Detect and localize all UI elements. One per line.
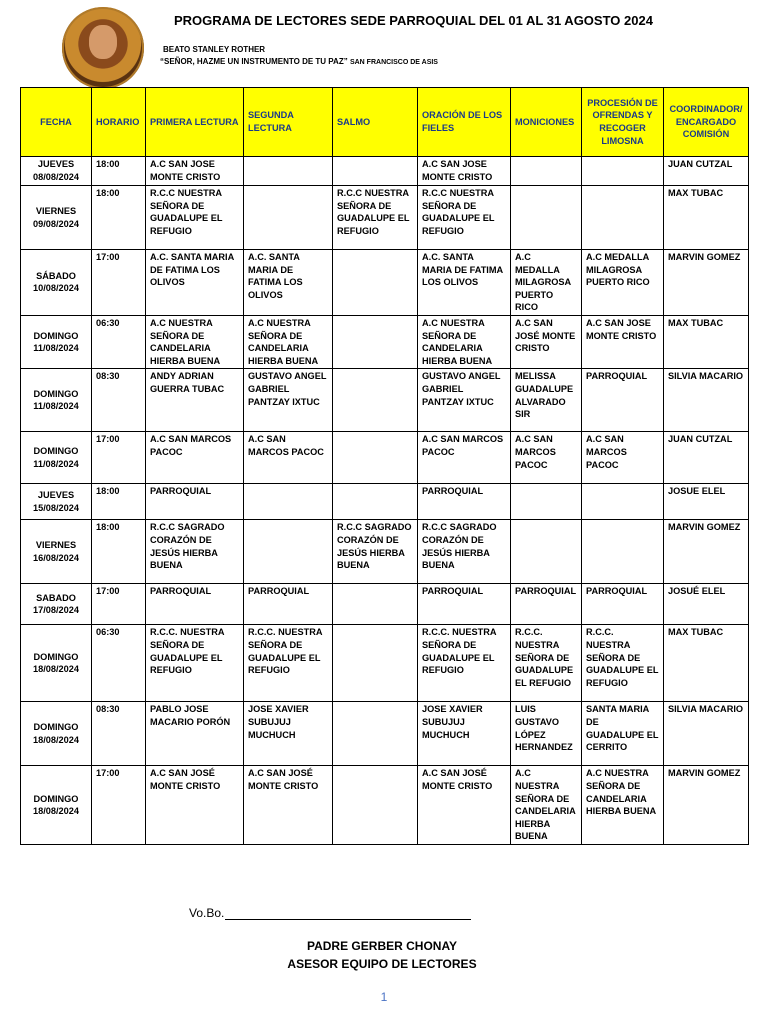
cell-oracion: A.C. SANTA MARIA DE FATIMA LOS OLIVOS xyxy=(418,250,511,316)
cell-horario: 17:00 xyxy=(92,584,146,625)
cell-horario: 18:00 xyxy=(92,520,146,584)
cell-procesion: A.C MEDALLA MILAGROSA PUERTO RICO xyxy=(582,250,664,316)
cell-coordinador: JOSUE ELEL xyxy=(664,484,749,520)
cell-primera: PARROQUIAL xyxy=(146,584,244,625)
cell-salmo xyxy=(333,766,418,845)
cell-primera: A.C SAN JOSE MONTE CRISTO xyxy=(146,157,244,186)
cell-segunda xyxy=(244,484,333,520)
cell-horario: 08:30 xyxy=(92,702,146,766)
cell-coordinador: JOSUÉ ELEL xyxy=(664,584,749,625)
cell-salmo xyxy=(333,625,418,702)
cell-procesion: R.C.C. NUESTRA SEÑORA DE GUADALUPE EL REFUGIO xyxy=(582,625,664,702)
signer-name-text: PADRE GERBER CHONAY xyxy=(306,939,458,953)
cell-oracion: JOSE XAVIER SUBUJUJ MUCHUCH xyxy=(418,702,511,766)
cell-segunda: GUSTAVO ANGEL GABRIEL PANTZAY IXTUC xyxy=(244,369,333,432)
cell-segunda: PARROQUIAL xyxy=(244,584,333,625)
cell-primera: ANDY ADRIAN GUERRA TUBAC xyxy=(146,369,244,432)
schedule-table xyxy=(20,87,749,845)
cell-fecha: DOMINGO 18/08/2024 xyxy=(21,625,92,702)
cell-moniciones: LUIS GUSTAVO LÓPEZ HERNANDEZ xyxy=(511,702,582,766)
quote-author: SAN FRANCISCO DE ASIS xyxy=(349,59,438,66)
cell-segunda xyxy=(244,520,333,584)
cell-oracion: A.C NUESTRA SEÑORA DE CANDELARIA HIERBA BUENA xyxy=(418,315,511,368)
cell-oracion: A.C SAN JOSÉ MONTE CRISTO xyxy=(418,766,511,845)
cell-segunda: A.C NUESTRA SEÑORA DE CANDELARIA HIERBA BUENA xyxy=(244,315,333,368)
table-row xyxy=(21,625,749,702)
table-row xyxy=(21,484,749,520)
cell-horario: 18:00 xyxy=(92,186,146,250)
cell-moniciones xyxy=(511,520,582,584)
cell-salmo xyxy=(333,432,418,484)
cell-primera: A.C SAN JOSÉ MONTE CRISTO xyxy=(146,766,244,845)
cell-horario: 08:30 xyxy=(92,369,146,432)
cell-fecha: DOMINGO 18/08/2024 xyxy=(21,766,92,845)
cell-salmo xyxy=(333,584,418,625)
cell-oracion: R.C.C SAGRADO CORAZÓN DE JESÚS HIERBA BUENA xyxy=(418,520,511,584)
cell-fecha: VIERNES 09/08/2024 xyxy=(21,186,92,250)
cell-oracion: PARROQUIAL xyxy=(418,584,511,625)
cell-coordinador: JUAN CUTZAL xyxy=(664,432,749,484)
cell-salmo: R.C.C NUESTRA SEÑORA DE GUADALUPE EL REFUGIO xyxy=(333,186,418,250)
vobo-signature-line xyxy=(189,906,471,920)
cell-segunda xyxy=(244,186,333,250)
table-header-row xyxy=(21,88,749,157)
col-header-procesion: PROCESIÓN DE OFRENDAS Y RECOGER LIMOSNA xyxy=(582,88,664,157)
cell-salmo xyxy=(333,315,418,368)
cell-fecha: SÁBADO 10/08/2024 xyxy=(21,250,92,316)
cell-horario: 17:00 xyxy=(92,250,146,316)
cell-fecha: DOMINGO 11/08/2024 xyxy=(21,432,92,484)
cell-procesion: A.C SAN MARCOS PACOC xyxy=(582,432,664,484)
col-header-salmo: SALMO xyxy=(333,88,418,157)
cell-moniciones: R.C.C. NUESTRA SEÑORA DE GUADALUPE EL REFUGIO xyxy=(511,625,582,702)
cell-fecha: DOMINGO 11/08/2024 xyxy=(21,369,92,432)
table-row xyxy=(21,186,749,250)
cell-coordinador: MARVIN GOMEZ xyxy=(664,520,749,584)
cell-moniciones: A.C SAN MARCOS PACOC xyxy=(511,432,582,484)
cell-coordinador: MARVIN GOMEZ xyxy=(664,766,749,845)
col-header-moniciones: MONICIONES xyxy=(511,88,582,157)
cell-segunda xyxy=(244,157,333,186)
cell-fecha: SABADO 17/08/2024 xyxy=(21,584,92,625)
signer-name xyxy=(0,939,768,953)
cell-moniciones: A.C MEDALLA MILAGROSA PUERTO RICO xyxy=(511,250,582,316)
signature-line xyxy=(225,906,471,920)
vobo-label: Vo.Bo. xyxy=(189,906,225,920)
col-header-horario: HORARIO xyxy=(92,88,146,157)
table-row xyxy=(21,584,749,625)
cell-coordinador: SILVIA MACARIO xyxy=(664,369,749,432)
cell-primera: R.C.C. NUESTRA SEÑORA DE GUADALUPE EL REFUGIO xyxy=(146,625,244,702)
cell-horario: 17:00 xyxy=(92,432,146,484)
table-row xyxy=(21,250,749,316)
cell-moniciones: PARROQUIAL xyxy=(511,584,582,625)
cell-segunda: A.C SAN JOSÉ MONTE CRISTO xyxy=(244,766,333,845)
cell-procesion: A.C NUESTRA SEÑORA DE CANDELARIA HIERBA BUENA xyxy=(582,766,664,845)
cell-salmo xyxy=(333,369,418,432)
table-row xyxy=(21,702,749,766)
cell-salmo xyxy=(333,702,418,766)
cell-fecha: DOMINGO 18/08/2024 xyxy=(21,702,92,766)
cell-primera: R.C.C SAGRADO CORAZÓN DE JESÚS HIERBA BUENA xyxy=(146,520,244,584)
cell-primera: PARROQUIAL xyxy=(146,484,244,520)
cell-procesion: A.C SAN JOSE MONTE CRISTO xyxy=(582,315,664,368)
col-header-segunda: SEGUNDA LECTURA xyxy=(244,88,333,157)
cell-horario: 18:00 xyxy=(92,157,146,186)
cell-coordinador: JUAN CUTZAL xyxy=(664,157,749,186)
col-header-coordinador: COORDINADOR/ENCARGADO COMISIÓN xyxy=(664,88,749,157)
portrait-icon xyxy=(89,25,117,59)
table-row xyxy=(21,157,749,186)
cell-oracion: A.C SAN JOSE MONTE CRISTO xyxy=(418,157,511,186)
cell-moniciones xyxy=(511,186,582,250)
table-row xyxy=(21,315,749,368)
cell-oracion: PARROQUIAL xyxy=(418,484,511,520)
col-header-oracion: ORACIÓN DE LOS FIELES xyxy=(418,88,511,157)
cell-salmo: R.C.C SAGRADO CORAZÓN DE JESÚS HIERBA BUENA xyxy=(333,520,418,584)
cell-horario: 06:30 xyxy=(92,315,146,368)
cell-fecha: DOMINGO 11/08/2024 xyxy=(21,315,92,368)
cell-coordinador: MAX TUBAC xyxy=(664,625,749,702)
cell-moniciones xyxy=(511,157,582,186)
cell-primera: A.C NUESTRA SEÑORA DE CANDELARIA HIERBA BUENA xyxy=(146,315,244,368)
cell-coordinador: MAX TUBAC xyxy=(664,186,749,250)
table-row xyxy=(21,520,749,584)
cell-salmo xyxy=(333,157,418,186)
cell-segunda: A.C SAN MARCOS PACOC xyxy=(244,432,333,484)
cell-horario: 06:30 xyxy=(92,625,146,702)
cell-procesion xyxy=(582,157,664,186)
table-row xyxy=(21,766,749,845)
col-header-primera: PRIMERA LECTURA xyxy=(146,88,244,157)
subtitle-beato: BEATO STANLEY ROTHER xyxy=(163,45,266,54)
cell-segunda: A.C. SANTA MARIA DE FATIMA LOS OLIVOS xyxy=(244,250,333,316)
cell-salmo xyxy=(333,484,418,520)
cell-segunda: R.C.C. NUESTRA SEÑORA DE GUADALUPE EL REFUGIO xyxy=(244,625,333,702)
cell-horario: 17:00 xyxy=(92,766,146,845)
table-row xyxy=(21,369,749,432)
cell-fecha: JUEVES 15/08/2024 xyxy=(21,484,92,520)
cell-primera: A.C SAN MARCOS PACOC xyxy=(146,432,244,484)
page-title: PROGRAMA DE LECTORES SEDE PARROQUIAL DEL 01 AL 31 AGOSTO 2024 xyxy=(174,13,653,28)
signer-role-text: ASESOR EQUIPO DE LECTORES xyxy=(287,957,477,971)
cell-primera: R.C.C NUESTRA SEÑORA DE GUADALUPE EL REFUGIO xyxy=(146,186,244,250)
col-header-fecha: FECHA xyxy=(21,88,92,157)
cell-moniciones: MELISSA GUADALUPE ALVARADO SIR xyxy=(511,369,582,432)
table-row xyxy=(21,432,749,484)
cell-moniciones xyxy=(511,484,582,520)
cell-segunda: JOSE XAVIER SUBUJUJ MUCHUCH xyxy=(244,702,333,766)
subtitle-quote xyxy=(160,57,438,66)
cell-coordinador: MAX TUBAC xyxy=(664,315,749,368)
cell-oracion: GUSTAVO ANGEL GABRIEL PANTZAY IXTUC xyxy=(418,369,511,432)
cell-procesion xyxy=(582,186,664,250)
cell-procesion: PARROQUIAL xyxy=(582,584,664,625)
cell-procesion: SANTA MARIA DE GUADALUPE EL CERRITO xyxy=(582,702,664,766)
cell-primera: PABLO JOSE MACARIO PORÓN xyxy=(146,702,244,766)
cell-fecha: JUEVES 08/08/2024 xyxy=(21,157,92,186)
cell-moniciones: A.C NUESTRA SEÑORA DE CANDELARIA HIERBA BUENA xyxy=(511,766,582,845)
cell-oracion: R.C.C NUESTRA SEÑORA DE GUADALUPE EL REFUGIO xyxy=(418,186,511,250)
cell-horario: 18:00 xyxy=(92,484,146,520)
page-number: 1 xyxy=(380,990,388,1004)
cell-oracion: R.C.C. NUESTRA SEÑORA DE GUADALUPE EL REFUGIO xyxy=(418,625,511,702)
cell-oracion: A.C SAN MARCOS PACOC xyxy=(418,432,511,484)
quote-text: “SEÑOR, HAZME UN INSTRUMENTO DE TU PAZ” xyxy=(160,57,348,66)
cell-procesion xyxy=(582,484,664,520)
cell-coordinador: MARVIN GOMEZ xyxy=(664,250,749,316)
cell-salmo xyxy=(333,250,418,316)
cell-coordinador: SILVIA MACARIO xyxy=(664,702,749,766)
parish-seal-icon xyxy=(62,7,144,89)
signer-role xyxy=(0,957,768,971)
cell-primera: A.C. SANTA MARIA DE FATIMA LOS OLIVOS xyxy=(146,250,244,316)
cell-procesion: PARROQUIAL xyxy=(582,369,664,432)
cell-procesion xyxy=(582,520,664,584)
cell-moniciones: A.C SAN JOSÉ MONTE CRISTO xyxy=(511,315,582,368)
cell-fecha: VIERNES 16/08/2024 xyxy=(21,520,92,584)
